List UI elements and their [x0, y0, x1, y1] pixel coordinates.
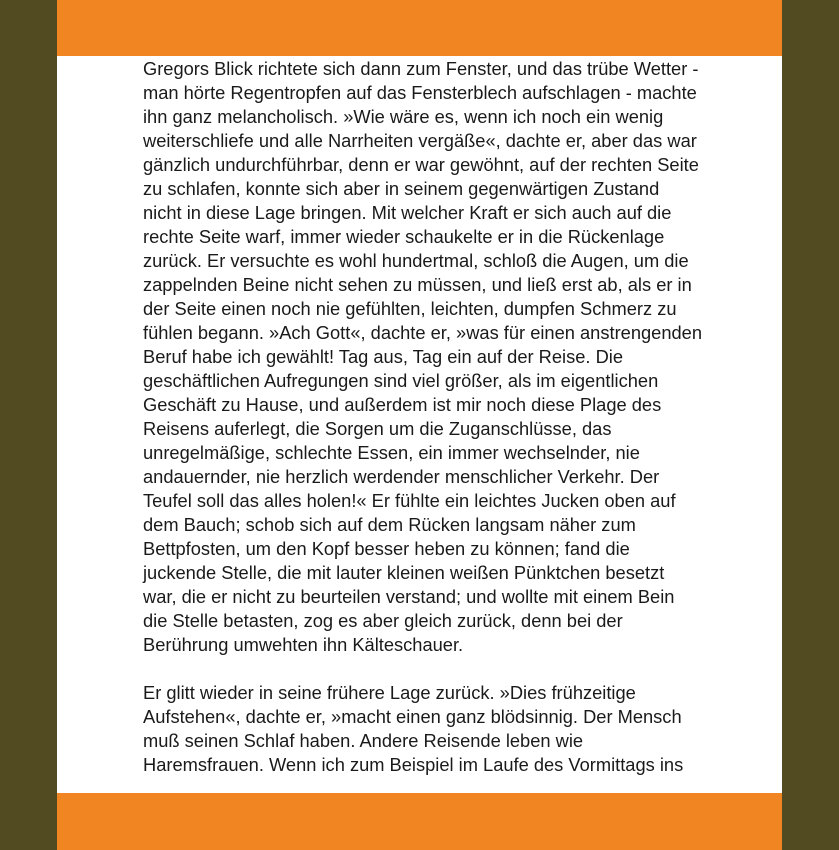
paragraph-1	[143, 57, 763, 657]
text-line: Er glitt wieder in seine frühere Lage zurück. »Dies frühzeitige	[143, 682, 636, 703]
text-line: der Seite einen noch nie gefühlten, leichten, dumpfen Schmerz zu	[143, 298, 677, 319]
text-line: Gregors Blick richtete sich dann zum Fenster, und das trübe Wetter -	[143, 58, 699, 79]
text-line: die Stelle betasten, zog es aber gleich zurück, denn bei der	[143, 610, 623, 631]
text-line: nicht in diese Lage bringen. Mit welcher Kraft er sich auch auf die	[143, 202, 672, 223]
text-line: zappelnden Beine nicht sehen zu müssen, und ließ erst ab, als er in	[143, 274, 692, 295]
text-line: fühlen begann. »Ach Gott«, dachte er, »was für einen anstrengenden	[143, 322, 702, 343]
text-line: unregelmäßige, schlechte Essen, ein immer wechselnder, nie	[143, 442, 640, 463]
paragraph-2	[143, 681, 763, 777]
text-line: ihn ganz melancholisch. »Wie wäre es, wenn ich noch ein wenig	[143, 106, 664, 127]
text-line: Teufel soll das alles holen!« Er fühlte ein leichtes Jucken oben auf	[143, 490, 676, 511]
text-line: gänzlich undurchführbar, denn er war gewöhnt, auf der rechten Seite	[143, 154, 699, 175]
text-line: Bettpfosten, um den Kopf besser heben zu können; fand die	[143, 538, 630, 559]
text-line: Aufstehen«, dachte er, »macht einen ganz blödsinnig. Der Mensch	[143, 706, 682, 727]
text-line: Beruf habe ich gewählt! Tag aus, Tag ein auf der Reise. Die	[143, 346, 624, 367]
text-line: Haremsfrauen. Wenn ich zum Beispiel im Laufe des Vormittags ins	[143, 754, 684, 775]
left-border	[0, 0, 57, 850]
text-line: zurück. Er versuchte es wohl hundertmal, schloß die Augen, um die	[143, 250, 689, 271]
text-line: rechte Seite warf, immer wieder schaukelte er in die Rückenlage	[143, 226, 665, 247]
text-line: juckende Stelle, die mit lauter kleinen weißen Pünktchen besetzt	[143, 562, 665, 583]
text-line: dem Bauch; schob sich auf dem Rücken langsam näher zum	[143, 514, 636, 535]
text-line: Reisens auferlegt, die Sorgen um die Zuganschlüsse, das	[143, 418, 612, 439]
text-body[interactable]	[143, 57, 763, 793]
text-line: Geschäft zu Hause, und außerdem ist mir noch diese Plage des	[143, 394, 662, 415]
top-accent-band	[57, 0, 782, 56]
text-line: andauernder, nie herzlich werdender menschlicher Verkehr. Der	[143, 466, 660, 487]
text-line: weiterschliefe und alle Narrheiten vergäße«, dachte er, aber das war	[143, 130, 697, 151]
text-line: geschäftlichen Aufregungen sind viel größer, als im eigentlichen	[143, 370, 659, 391]
text-line: man hörte Regentropfen auf das Fensterblech aufschlagen - machte	[143, 82, 697, 103]
text-line: war, die er nicht zu beurteilen verstand; und wollte mit einem Bein	[143, 586, 675, 607]
text-line: zu schlafen, konnte sich aber in seinem gegenwärtigen Zustand	[143, 178, 660, 199]
page	[57, 56, 782, 793]
bottom-accent-band	[57, 793, 782, 850]
right-border	[782, 0, 839, 850]
text-line: Berührung umwehten ihn Kälteschauer.	[143, 634, 464, 655]
text-line: muß seinen Schlaf haben. Andere Reisende leben wie	[143, 730, 584, 751]
